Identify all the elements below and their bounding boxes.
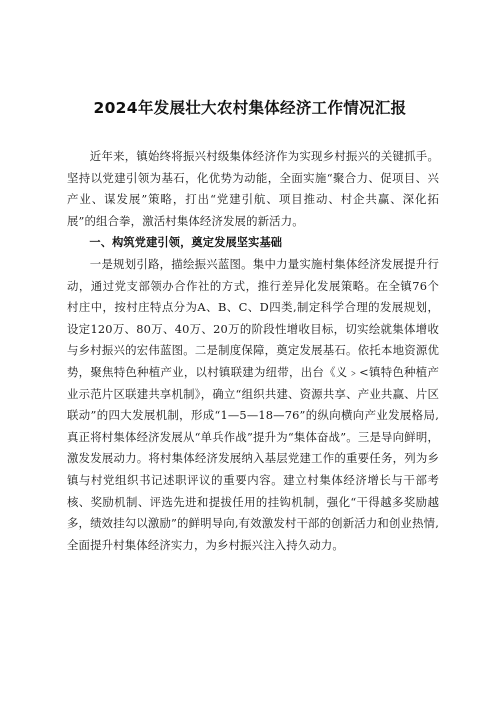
- document-title: 2024年发展壮大农村集体经济工作情况汇报: [93, 99, 407, 117]
- intro-paragraph: 近年来，镇始终将振兴村级集体经济作为实现乡村振兴的关键抓手。坚持以党建引领为基石，化优势为动能，全面实施“聚合力、促项目、兴产业、谋发展”策略，打出“党建引航、项目推动、村企共赢、深化拓展”的组合拳，激活村集体经济发展的新活力。: [67, 149, 439, 228]
- section-heading: 一、构筑党建引领，奠定发展坚实基础: [89, 236, 283, 250]
- document-body: [67, 146, 439, 556]
- section-paragraph: 一是规划引路，描绘振兴蓝图。集中力量实施村集体经济发展提升行动，通过党支部领办合作社的方式，推行差异化发展策略。在全镇76个村庄中，按村庄特点分为A、B、C、D四类,制定科学合理的发展规划，设定120万、80万、40万、20万的阶段性增收目标，切实绘就集体增收与乡村振兴的宏伟蓝图。二是制度保障，奠定发展基石。依托本地资源优势，聚焦特色种植产业，以村镇联建为纽带，出台《义﹥<镇特色种植产业示范片区联建共享机制》，确立“组织共建、资源共享、产业共赢、片区联动”的四大发展机制，形成“1—5—18—76”的纵向横向产业发展格局,真正将村集体经济发展从“单兵作战”提升为“集体奋战”。三是导向鲜明，激发发展动力。将村集体经济发展纳入基层党建工作的重要任务，列为乡镇与村党组织书记述职评议的重要内容。建立村集体经济增长与干部考核、奖励机制、评选先进和提拔任用的挂钩机制，强化“干得越多奖励越多，绩效挂勾以激励”的鲜明导向,有效激发村干部的创新活力和创业热情,全面提升村集体经济实力，为乡村振兴注入持久动力。: [67, 256, 439, 552]
